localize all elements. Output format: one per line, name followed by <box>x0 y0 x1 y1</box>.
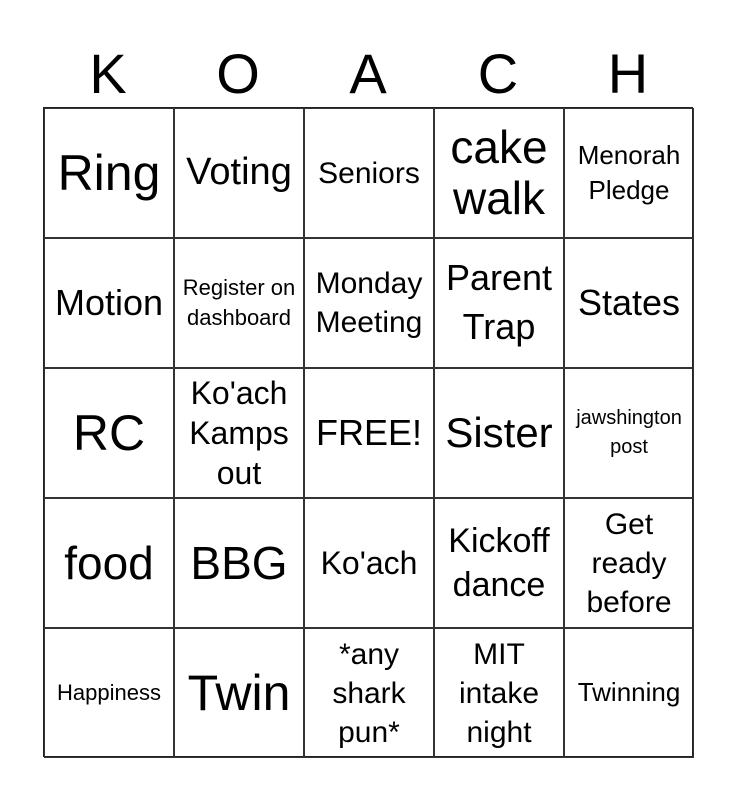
cell-text: Ko'ach Kamps out <box>189 375 289 491</box>
bingo-cell[interactable] <box>304 368 434 498</box>
cell-text: Register on dashboard <box>182 275 296 330</box>
bingo-cell[interactable] <box>434 628 564 758</box>
bingo-cell[interactable] <box>434 368 564 498</box>
header-letter-o: O <box>216 42 260 105</box>
bingo-cell[interactable] <box>564 368 694 498</box>
header-letter-k: K <box>89 42 127 105</box>
cell-text: FREE! <box>315 412 422 454</box>
bingo-cell[interactable] <box>564 498 694 628</box>
bingo-cell[interactable] <box>44 498 174 628</box>
cell-text: Kickoff dance <box>448 521 550 604</box>
cell-text: RC <box>72 404 146 461</box>
bingo-cell[interactable] <box>174 238 304 368</box>
bingo-cell[interactable] <box>304 238 434 368</box>
bingo-board <box>43 107 693 757</box>
bingo-cell[interactable] <box>44 238 174 368</box>
bingo-cell[interactable] <box>44 368 174 498</box>
bingo-cell[interactable] <box>434 108 564 238</box>
cell-text: Twin <box>187 664 291 721</box>
cell-text: Get ready before <box>586 507 672 619</box>
cell-text: Parent Trap <box>445 257 553 347</box>
bingo-cell[interactable] <box>564 108 694 238</box>
bingo-cell[interactable] <box>44 108 174 238</box>
cell-text: Happiness <box>57 680 161 706</box>
bingo-header <box>43 40 693 108</box>
cell-text: Twinning <box>577 677 681 708</box>
bingo-cell[interactable] <box>434 498 564 628</box>
header-letter-a: A <box>349 42 387 105</box>
cell-text: Seniors <box>318 156 420 190</box>
cell-text: Motion <box>54 282 164 324</box>
bingo-cell[interactable] <box>44 628 174 758</box>
bingo-cell[interactable] <box>564 238 694 368</box>
cell-text: Menorah Pledge <box>577 139 681 205</box>
bingo-cell[interactable] <box>304 108 434 238</box>
cell-text: cake walk <box>450 121 548 224</box>
bingo-cell[interactable] <box>434 238 564 368</box>
bingo-cell[interactable] <box>174 628 304 758</box>
cell-text: Voting <box>186 151 292 194</box>
bingo-cell[interactable] <box>174 108 304 238</box>
header-letter-h: H <box>607 42 649 105</box>
cell-text: Monday Meeting <box>315 267 423 339</box>
cell-text: BBG <box>190 536 288 589</box>
bingo-cell[interactable] <box>564 628 694 758</box>
cell-text: *any shark pun* <box>332 637 406 749</box>
bingo-cell[interactable] <box>304 628 434 758</box>
bingo-cell[interactable] <box>174 498 304 628</box>
header-letter-c: C <box>477 42 519 105</box>
cell-text: States <box>577 282 681 324</box>
cell-text: Ring <box>57 144 161 201</box>
cell-text: Sister <box>445 409 553 456</box>
bingo-cell[interactable] <box>174 368 304 498</box>
cell-text: jawshington post <box>576 407 682 458</box>
cell-text: MIT intake night <box>458 637 540 749</box>
bingo-cell[interactable] <box>304 498 434 628</box>
cell-text: Ko'ach <box>320 545 418 581</box>
cell-text: food <box>64 536 154 589</box>
